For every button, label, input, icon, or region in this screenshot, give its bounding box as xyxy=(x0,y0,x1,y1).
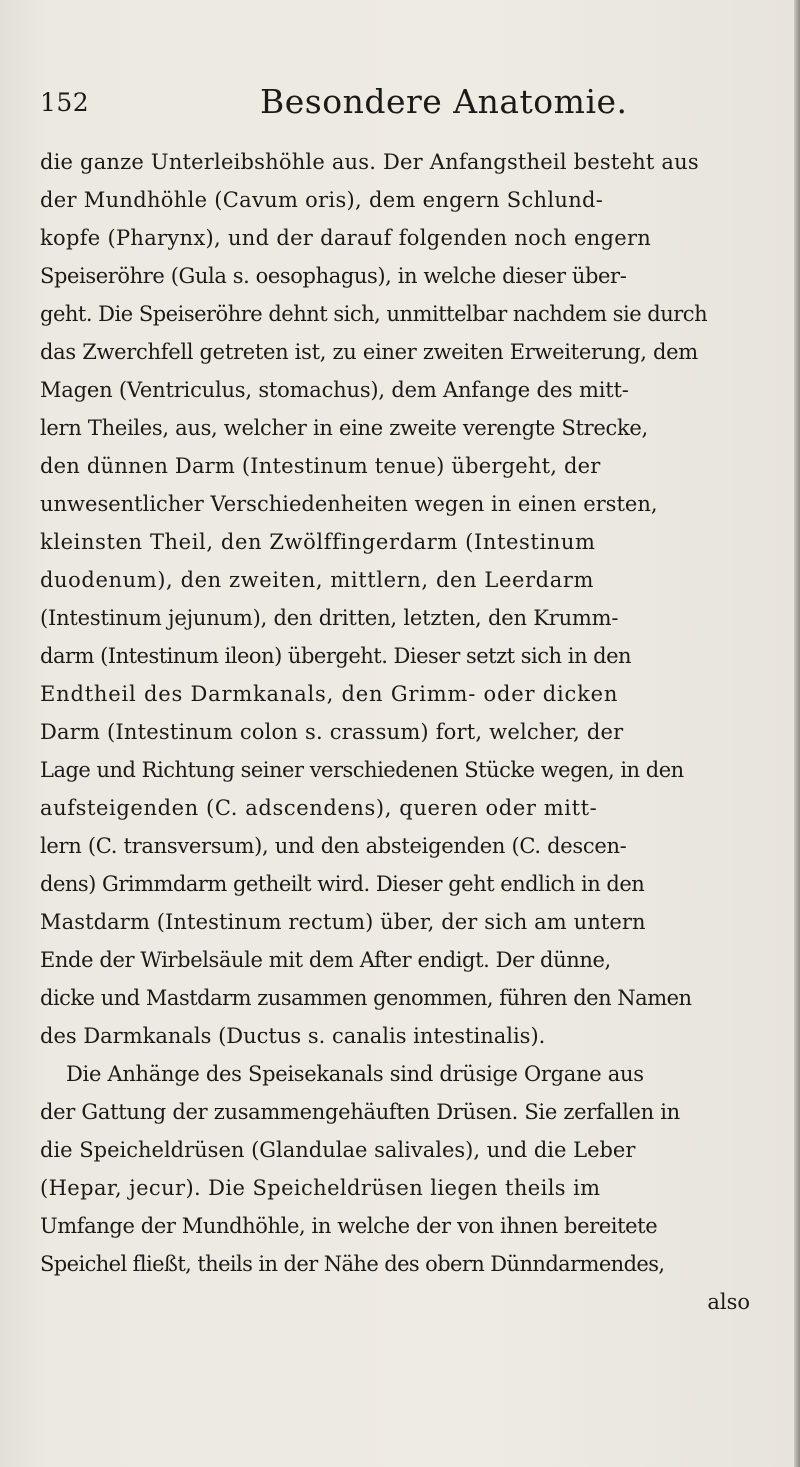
text-line: Endtheil des Darmkanals, den Grimm- oder dicken xyxy=(40,682,619,706)
text-line: Magen (Ventriculus, stomachus), dem Anfange des mitt- xyxy=(40,378,629,402)
text-line: Speichel fließt, theils in der Nähe des obern Dünndarmendes, xyxy=(40,1252,665,1276)
text-line: darm (Intestinum ileon) übergeht. Dieser setzt sich in den xyxy=(40,644,632,668)
text-line: unwesentlicher Verschiedenheiten wegen in einen ersten, xyxy=(40,492,658,516)
text-line: kopfe (Pharynx), und der darauf folgenden noch engern xyxy=(40,226,652,250)
running-title: Besondere Anatomie. xyxy=(260,82,628,121)
text-line: geht. Die Speiseröhre dehnt sich, unmittelbar nachdem sie durch xyxy=(40,302,708,326)
text-line: Speiseröhre (Gula s. oesophagus), in welche dieser über- xyxy=(40,264,627,288)
page-number: 152 xyxy=(40,88,90,117)
text-line: duodenum), den zweiten, mittlern, den Leerdarm xyxy=(40,568,594,592)
text-line: des Darmkanals (Ductus s. canalis intestinalis). xyxy=(40,1024,546,1048)
text-line: das Zwerchfell getreten ist, zu einer zweiten Erweiterung, dem xyxy=(40,340,698,364)
text-line: dens) Grimmdarm getheilt wird. Dieser geht endlich in den xyxy=(40,872,645,896)
text-line: also xyxy=(707,1290,750,1314)
text-line: kleinsten Theil, den Zwölffingerdarm (Intestinum xyxy=(40,530,596,554)
text-line: (Hepar, jecur). Die Speicheldrüsen liegen theils im xyxy=(40,1176,601,1200)
text-line: die ganze Unterleibshöhle aus. Der Anfangstheil besteht aus xyxy=(40,150,699,174)
text-line: Darm (Intestinum colon s. crassum) fort, welcher, der xyxy=(40,720,624,744)
text-line: lern (C. transversum), und den absteigenden (C. descen- xyxy=(40,834,627,858)
text-line: Die Anhänge des Speisekanals sind drüsige Organe aus xyxy=(66,1062,644,1086)
text-line: der Mundhöhle (Cavum oris), dem engern Schlund- xyxy=(40,188,604,212)
page-edge-shadow xyxy=(794,0,800,1467)
text-line: (Intestinum jejunum), den dritten, letzten, den Krumm- xyxy=(40,606,619,630)
text-line: den dünnen Darm (Intestinum tenue) übergeht, der xyxy=(40,454,601,478)
text-line: Mastdarm (Intestinum rectum) über, der sich am untern xyxy=(40,910,646,934)
text-line: der Gattung der zusammengehäuften Drüsen. Sie zerfallen in xyxy=(40,1100,680,1124)
text-line: Umfange der Mundhöhle, in welche der von ihnen bereitete xyxy=(40,1214,658,1238)
text-line: die Speicheldrüsen (Glandulae salivales), und die Leber xyxy=(40,1138,636,1162)
text-line: aufsteigenden (C. adscendens), queren oder mitt- xyxy=(40,796,598,820)
body-text xyxy=(40,143,760,1321)
text-line: Ende der Wirbelsäule mit dem After endigt. Der dünne, xyxy=(40,948,611,972)
text-line: Lage und Richtung seiner verschiedenen Stücke wegen, in den xyxy=(40,758,684,782)
text-line: lern Theiles, aus, welcher in eine zweite verengte Strecke, xyxy=(40,416,648,440)
text-line: dicke und Mastdarm zusammen genommen, führen den Namen xyxy=(40,986,692,1010)
page-header xyxy=(40,82,760,122)
